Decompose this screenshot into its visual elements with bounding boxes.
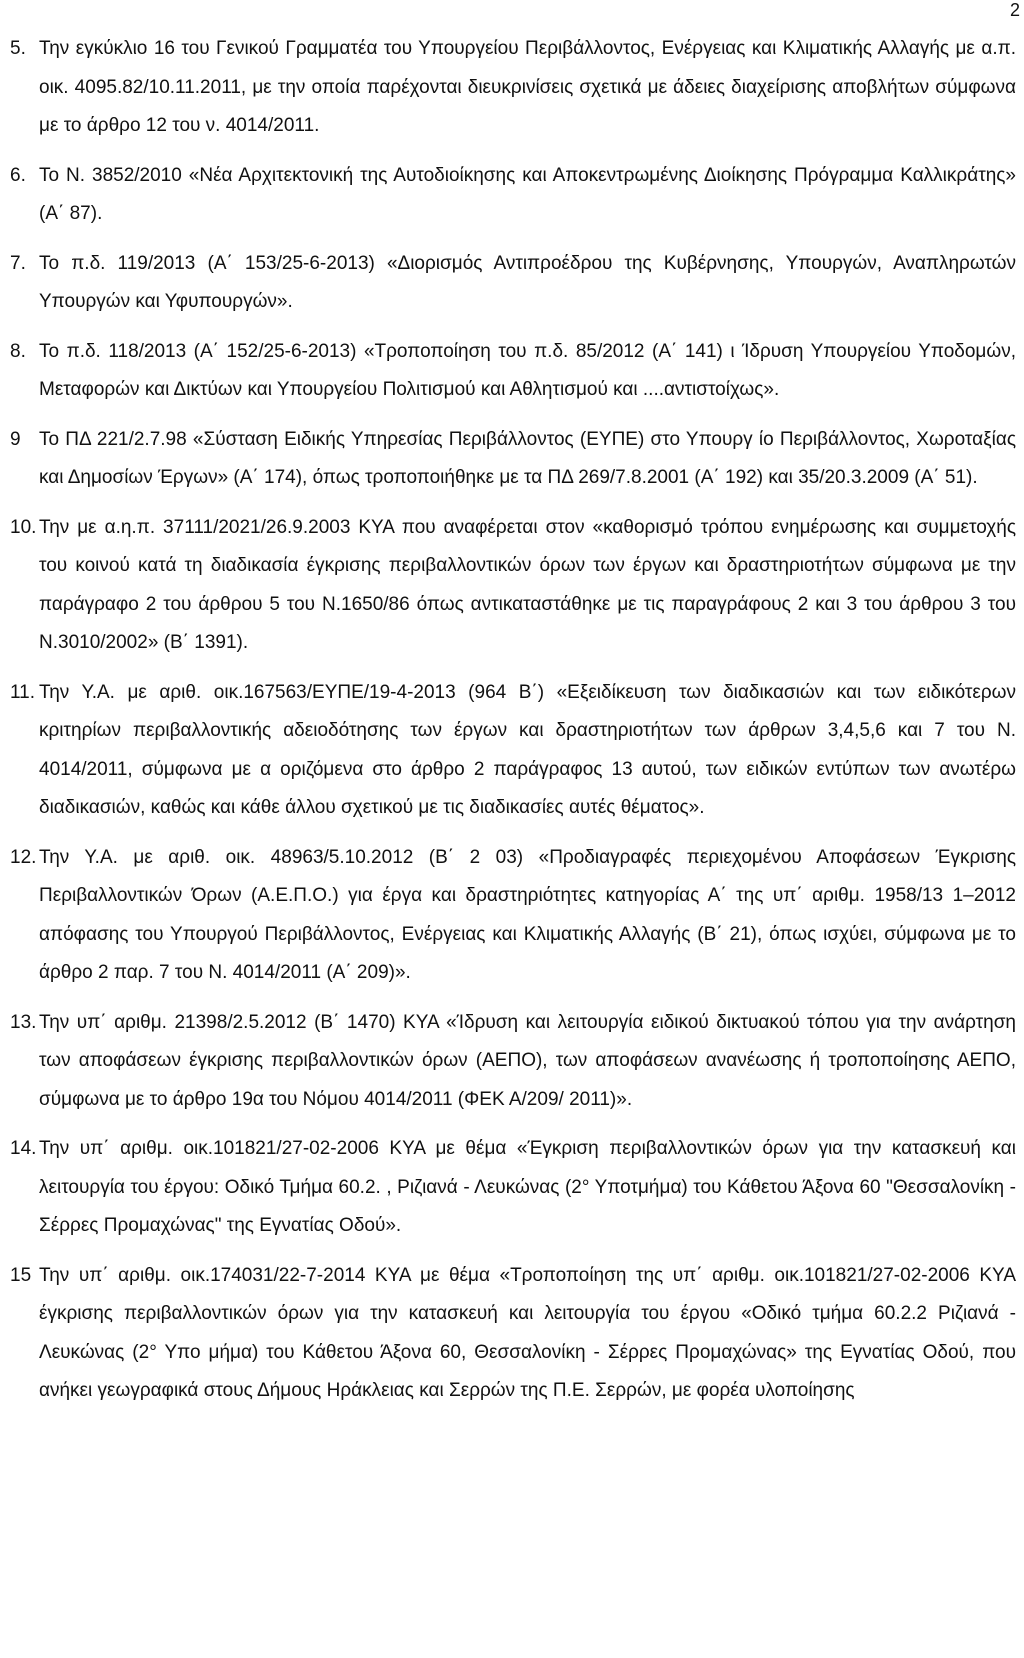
list-item-number: 14. [10, 1138, 37, 1159]
list-item-text: Την υπ΄ αριθμ. οικ.174031/22-7-2014 ΚΥΑ με θέμα «Τροποποίηση της υπ΄ αριθμ. οικ.101821/27-02-2006 ΚΥΑ έγκρισης περιβαλλοντικών όρων για την κατασκευή και λειτουργία του έργου «Οδικό τμήμα 60.2.2 Ριζιανά - Λευκώνας (2° Υπο μήμα) του Κάθετου Άξονα 60, Θεσσαλονίκη - Σέρρες Προμαχώνας» της Εγνατίας Οδού, που ανήκει γεωγραφικά στους Δήμους Ηράκλειας και Σερρών της Π.Ε. Σερρών, με φορέα υλοποίησης [39, 1264, 1016, 1401]
list-item-number: 10. [10, 516, 37, 538]
list-item-number: 5. [10, 38, 26, 59]
list-item-text: Το π.δ. 119/2013 (Α΄ 153/25-6-2013) «Διορισμός Αντιπροέδρου της Κυβέρνησης, Υπουργών, Αναπληρωτών Υπουργών και Υφυπουργών». [39, 252, 1016, 312]
list-item [10, 509, 1016, 663]
list-item [10, 245, 1016, 322]
list-item [10, 157, 1016, 234]
list-item [10, 674, 1016, 828]
list-item [10, 1130, 1016, 1246]
list-item-text: Την υπ΄ αριθμ. οικ.101821/27-02-2006 ΚΥΑ με θέμα «Έγκριση περιβαλλοντικών όρων για την κατασκευή και λειτουργία του έργου: Οδικό Τμήμα 60.2. , Ριζιανά - Λευκώνας (2° Υποτμήμα) του Κάθετου Άξονα 60 "Θεσσαλονίκη - Σέρρες Προμαχώνας" της Εγνατίας Οδού». [39, 1138, 1016, 1236]
list-item-text: Το Ν. 3852/2010 «Νέα Αρχιτεκτονική της Αυτοδιοίκησης και Αποκεντρωμένης Διοίκησης Πρόγραμμα Καλλικράτης» (Α΄ 87). [39, 164, 1016, 224]
list-item-number: 6. [10, 164, 26, 186]
list-item [10, 1004, 1016, 1120]
references-list [10, 30, 1016, 1422]
list-item [10, 30, 1016, 146]
list-item-number: 13. [10, 1011, 37, 1033]
list-item-number: 12. [10, 846, 37, 868]
list-item-text: Το ΠΔ 221/2.7.98 «Σύσταση Ειδικής Υπηρεσίας Περιβάλλοντος (ΕΥΠΕ) στο Υπουργ ίο Περιβάλλοντος, Χωροταξίας και Δημοσίων Έργων» (Α΄ 174), όπως τροποποιήθηκε με τα ΠΔ 269/7.8.2001 (Α΄ 192) και 35/20.3.2009 (Α΄ 51). [39, 428, 1016, 488]
list-item-text: Την με α.η.π. 37111/2021/26.9.2003 ΚΥΑ που αναφέρεται στον «καθορισμό τρόπου ενημέρωσης και συμμετοχής του κοινού κατά τη διαδικασία έγκρισης περιβαλλοντικών όρων των έργων και δραστηριοτήτων σύμφωνα με την παράγραφο 2 του άρθρου 5 του Ν.1650/86 όπως αντικαταστάθηκε με τις παραγράφους 2 και 3 του άρθρου 3 του Ν.3010/2002» (Β΄ 1391). [39, 516, 1016, 653]
page-number: 2 [1009, 0, 1020, 20]
list-item [10, 333, 1016, 410]
list-item-number: 9 [10, 428, 21, 450]
list-item-number: 8. [10, 340, 26, 362]
list-item [10, 421, 1016, 498]
list-item [10, 1257, 1016, 1411]
list-item-number: 7. [10, 252, 26, 274]
list-item-number: 11. [10, 681, 36, 703]
list-item-text: Την Υ.Α. με αριθ. οικ.167563/ΕΥΠΕ/19-4-2013 (964 Β΄) «Εξειδίκευση των διαδικασιών και των ειδικότερων κριτηρίων περιβαλλοντικής αδειοδότησης των έργων και δραστηριοτήτων των άρθρων 3,4,5,6 και 7 του Ν. 4014/2011, σύμφωνα με α οριζόμενα στο άρθρο 2 παράγραφος 13 αυτού, των ειδικών εντύπων των ανωτέρω διαδικασιών, καθώς και κάθε άλλου σχετικού με τις διαδικασίες αυτές θέματος». [39, 681, 1016, 818]
list-item-number: 15 [10, 1264, 32, 1286]
list-item-text: Την Υ.Α. με αριθ. οικ. 48963/5.10.2012 (Β΄ 2 03) «Προδιαγραφές περιεχομένου Αποφάσεων Έγκρισης Περιβαλλοντικών Όρων (Α.Ε.Π.Ο.) για έργα και δραστηριότητες κατηγορίας Α΄ της υπ΄ αριθμ. 1958/13 1–2012 απόφασης του Υπουργού Περιβάλλοντος, Ενέργειας και Κλιματικής Αλλαγής (Β΄ 21), όπως ισχύει, σύμφωνα με το άρθρο 2 παρ. 7 του Ν. 4014/2011 (Α΄ 209)». [39, 846, 1016, 983]
list-item-text: Το π.δ. 118/2013 (Α΄ 152/25-6-2013) «Τροποποίηση του π.δ. 85/2012 (Α΄ 141) ι Ίδρυση Υπουργείου Υποδομών, Μεταφορών και Δικτύων και Υπουργείου Πολιτισμού και Αθλητισμού και ....αντιστοίχως». [39, 340, 1016, 400]
list-item [10, 839, 1016, 993]
list-item-text: Την υπ΄ αριθμ. 21398/2.5.2012 (Β΄ 1470) ΚΥΑ «Ίδρυση και λειτουργία ειδικού δικτυακού τόπου για την ανάρτηση των αποφάσεων έγκρισης περιβαλλοντικών όρων (ΑΕΠΟ), των αποφάσεων ανανέωσης ή τροποποίησης ΑΕΠΟ, σύμφωνα με το άρθρο 19α του Νόμου 4014/2011 (ΦΕΚ Α/209/ 2011)». [39, 1011, 1016, 1110]
list-item-text: Την εγκύκλιο 16 του Γενικού Γραμματέα του Υπουργείου Περιβάλλοντος, Ενέργειας και Κλιματικής Αλλαγής με α.π. οικ. 4095.82/10.11.2011, με την οποία παρέχονται διευκρινίσεις σχετικά με άδειες διαχείρισης αποβλήτων σύμφωνα με το άρθρο 12 του ν. 4014/2011. [39, 38, 1016, 136]
